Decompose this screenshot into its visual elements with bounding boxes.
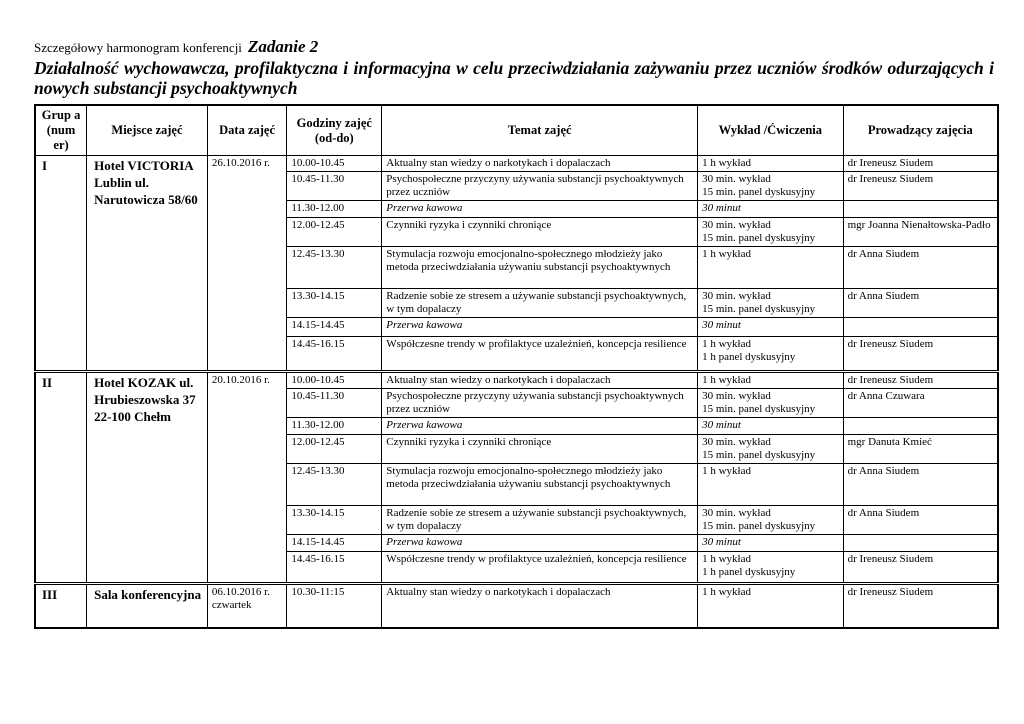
- topic-cell: Współczesne trendy w profilaktyce uzależnień, koncepcja resilience: [382, 337, 698, 372]
- lead-cell: dr Anna Czuwara: [843, 389, 998, 418]
- col-header-date: Data zajęć: [207, 105, 286, 156]
- table-body: [35, 156, 998, 628]
- type-cell: 1 h wykład: [698, 156, 844, 172]
- col-header-topic: Temat zajęć: [382, 105, 698, 156]
- topic-cell: Przerwa kawowa: [382, 318, 698, 337]
- type-cell: 30 min. wykład 15 min. panel dyskusyjny: [698, 435, 844, 464]
- type-cell: 30 min. wykład 15 min. panel dyskusyjny: [698, 218, 844, 247]
- type-cell: 30 minut: [698, 418, 844, 435]
- hours-cell: 14.15-14.45: [287, 535, 382, 552]
- lead-cell: dr Anna Siudem: [843, 506, 998, 535]
- topic-cell: Aktualny stan wiedzy o narkotykach i dopalaczach: [382, 372, 698, 389]
- venue-cell: Sala konferencyjna: [87, 584, 208, 628]
- hours-cell: 10.45-11.30: [287, 172, 382, 201]
- topic-cell: Radzenie sobie ze stresem a używanie substancji psychoaktywnych, w tym dopalaczy: [382, 289, 698, 318]
- document-title: Działalność wychowawcza, profilaktyczna i informacyjna w celu przeciwdziałania zażywaniu przez uczniów środków odurzających i nowych substancji psychoaktywnych: [34, 58, 994, 98]
- lead-cell: dr Anna Siudem: [843, 247, 998, 289]
- hours-cell: 10.30-11:15: [287, 584, 382, 628]
- hours-cell: 12.45-13.30: [287, 464, 382, 506]
- topic-cell: Czynniki ryzyka i czynniki chroniące: [382, 435, 698, 464]
- col-header-place: Miejsce zajęć: [87, 105, 208, 156]
- group-number: I: [35, 156, 87, 372]
- lead-cell: dr Ireneusz Siudem: [843, 552, 998, 584]
- type-cell: 30 min. wykład 15 min. panel dyskusyjny: [698, 506, 844, 535]
- col-header-hours: Godziny zajęć (od-do): [287, 105, 382, 156]
- topic-cell: Współczesne trendy w profilaktyce uzależnień, koncepcja resilience: [382, 552, 698, 584]
- type-cell: 1 h wykład 1 h panel dyskusyjny: [698, 337, 844, 372]
- lead-cell: dr Ireneusz Siudem: [843, 584, 998, 628]
- lead-cell: [843, 201, 998, 218]
- col-header-lead: Prowadzący zajęcia: [843, 105, 998, 156]
- lead-cell: [843, 535, 998, 552]
- lead-cell: mgr Danuta Kmieć: [843, 435, 998, 464]
- table-row: [35, 584, 998, 628]
- type-cell: 30 minut: [698, 201, 844, 218]
- type-cell: 30 minut: [698, 535, 844, 552]
- venue-cell: Hotel KOZAK ul. Hrubieszowska 37 22-100 Chełm: [87, 372, 208, 584]
- col-header-type: Wykład /Ćwiczenia: [698, 105, 844, 156]
- topic-cell: Stymulacja rozwoju emocjonalno-społecznego młodzieży jako metoda przeciwdziałania używaniu substancji psychoaktywnych: [382, 247, 698, 289]
- lead-cell: mgr Joanna Nienałtowska-Padło: [843, 218, 998, 247]
- lead-cell: dr Anna Siudem: [843, 289, 998, 318]
- topic-cell: Czynniki ryzyka i czynniki chroniące: [382, 218, 698, 247]
- schedule-table: [34, 104, 999, 629]
- lead-cell: dr Ireneusz Siudem: [843, 156, 998, 172]
- table-row: [35, 372, 998, 389]
- lead-cell: dr Anna Siudem: [843, 464, 998, 506]
- hours-cell: 10.00-10.45: [287, 156, 382, 172]
- table-row: [35, 156, 998, 172]
- hours-cell: 14.15-14.45: [287, 318, 382, 337]
- type-cell: 1 h wykład: [698, 464, 844, 506]
- type-cell: 30 min. wykład 15 min. panel dyskusyjny: [698, 389, 844, 418]
- hours-cell: 10.45-11.30: [287, 389, 382, 418]
- group-number: II: [35, 372, 87, 584]
- hours-cell: 12.00-12.45: [287, 435, 382, 464]
- document-subtitle: [34, 37, 318, 57]
- group-number: III: [35, 584, 87, 628]
- hours-cell: 12.45-13.30: [287, 247, 382, 289]
- lead-cell: dr Ireneusz Siudem: [843, 337, 998, 372]
- topic-cell: Radzenie sobie ze stresem a używanie substancji psychoaktywnych, w tym dopalaczy: [382, 506, 698, 535]
- hours-cell: 14.45-16.15: [287, 337, 382, 372]
- lead-cell: dr Ireneusz Siudem: [843, 372, 998, 389]
- type-cell: 30 minut: [698, 318, 844, 337]
- type-cell: 1 h wykład: [698, 372, 844, 389]
- topic-cell: Aktualny stan wiedzy o narkotykach i dopalaczach: [382, 584, 698, 628]
- topic-cell: Przerwa kawowa: [382, 535, 698, 552]
- type-cell: 1 h wykład: [698, 247, 844, 289]
- type-cell: 1 h wykład: [698, 584, 844, 628]
- col-header-group: Grup a (num er): [35, 105, 87, 156]
- subtitle-text: Szczegółowy harmonogram konferencji: [34, 40, 242, 55]
- type-cell: 30 min. wykład 15 min. panel dyskusyjny: [698, 289, 844, 318]
- topic-cell: Stymulacja rozwoju emocjonalno-społecznego młodzieży jako metoda przeciwdziałania używaniu substancji psychoaktywnych: [382, 464, 698, 506]
- hours-cell: 10.00-10.45: [287, 372, 382, 389]
- lead-cell: [843, 318, 998, 337]
- topic-cell: Aktualny stan wiedzy o narkotykach i dopalaczach: [382, 156, 698, 172]
- date-cell: 06.10.2016 r. czwartek: [207, 584, 286, 628]
- date-cell: 26.10.2016 r.: [207, 156, 286, 372]
- hours-cell: 12.00-12.45: [287, 218, 382, 247]
- table-header-row: [35, 105, 998, 156]
- type-cell: 1 h wykład 1 h panel dyskusyjny: [698, 552, 844, 584]
- topic-cell: Psychospołeczne przyczyny używania substancji psychoaktywnych przez uczniów: [382, 389, 698, 418]
- topic-cell: Przerwa kawowa: [382, 201, 698, 218]
- topic-cell: Psychospołeczne przyczyny używania substancji psychoaktywnych przez uczniów: [382, 172, 698, 201]
- hours-cell: 13.30-14.15: [287, 289, 382, 318]
- task-label: Zadanie 2: [247, 37, 319, 56]
- date-cell: 20.10.2016 r.: [207, 372, 286, 584]
- hours-cell: 13.30-14.15: [287, 506, 382, 535]
- lead-cell: [843, 418, 998, 435]
- hours-cell: 11.30-12.00: [287, 418, 382, 435]
- hours-cell: 11.30-12.00: [287, 201, 382, 218]
- venue-cell: Hotel VICTORIA Lublin ul. Narutowicza 58/60: [87, 156, 208, 372]
- hours-cell: 14.45-16.15: [287, 552, 382, 584]
- type-cell: 30 min. wykład 15 min. panel dyskusyjny: [698, 172, 844, 201]
- topic-cell: Przerwa kawowa: [382, 418, 698, 435]
- lead-cell: dr Ireneusz Siudem: [843, 172, 998, 201]
